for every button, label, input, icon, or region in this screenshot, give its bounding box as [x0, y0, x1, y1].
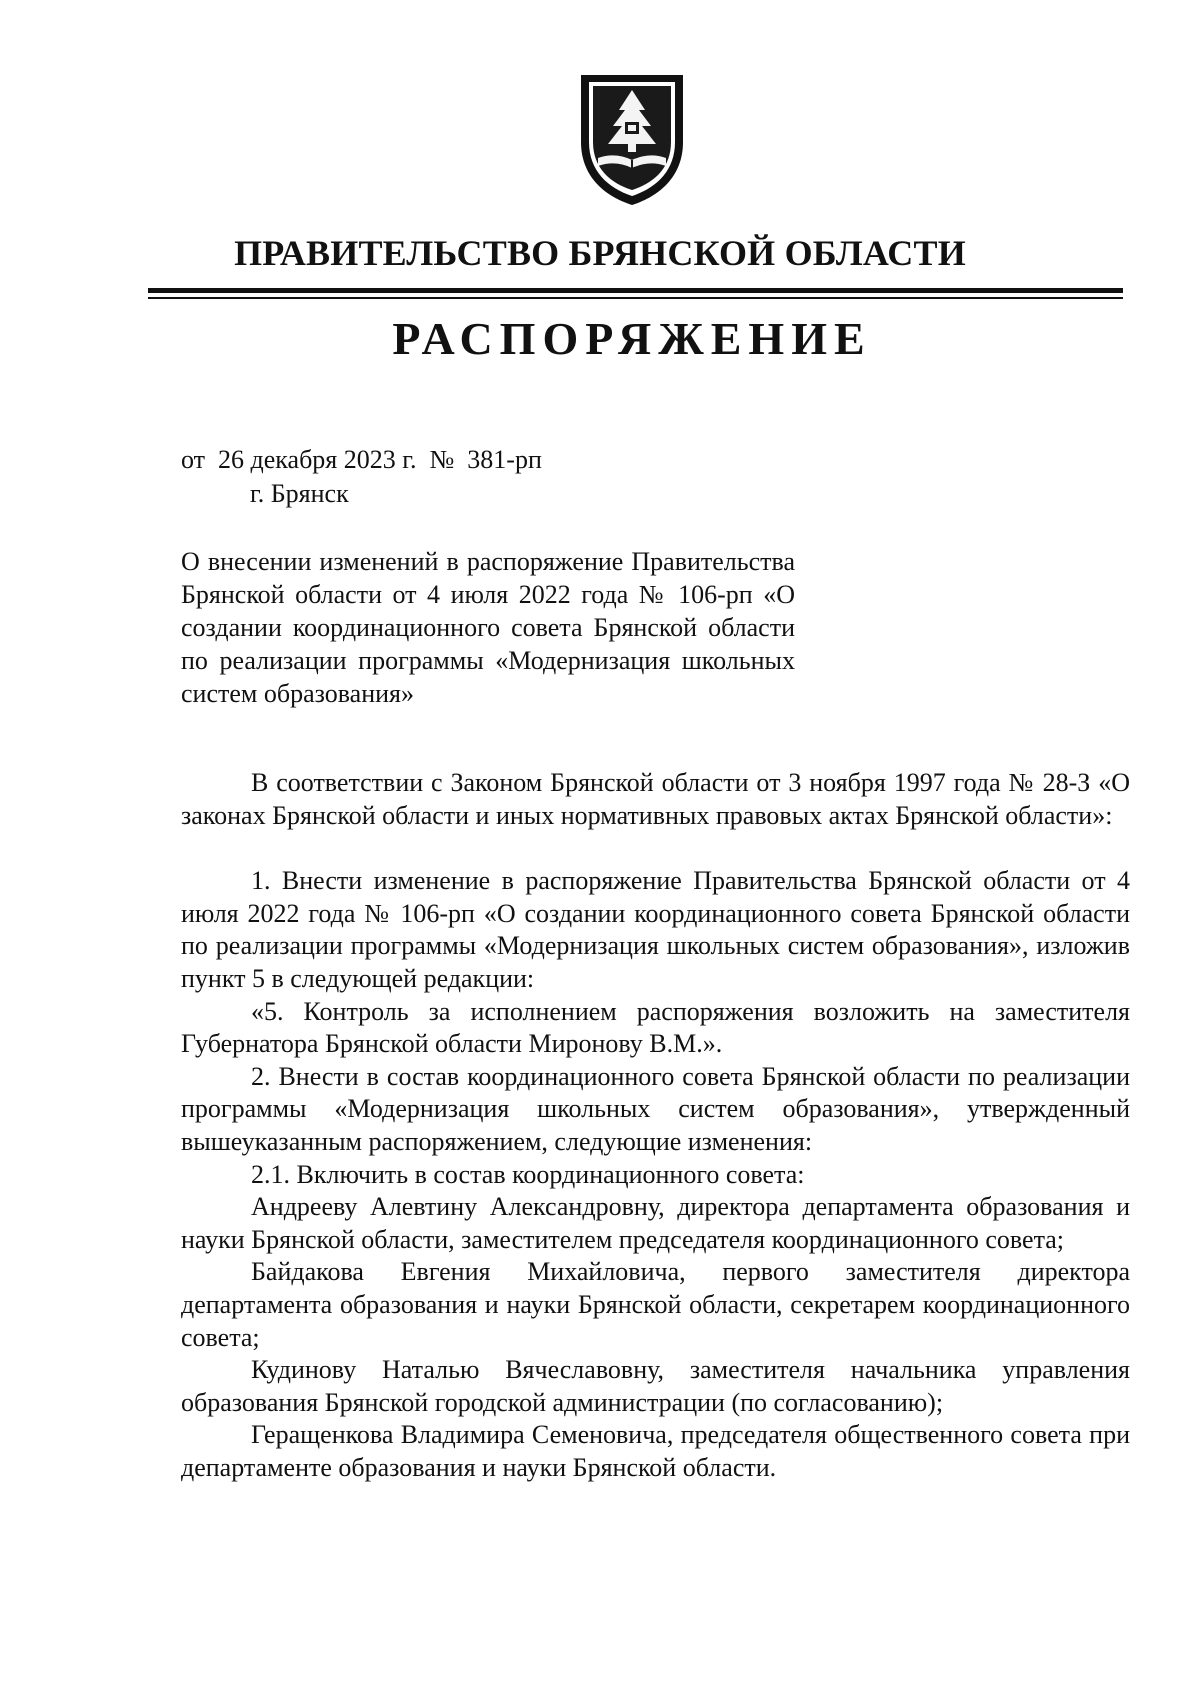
paragraph: Геращенкова Владимира Семеновича, председателя общественного совета при департаменте образования и науки Брянской области. [181, 1420, 1130, 1482]
preamble: В соответствии с Законом Брянской области от 3 ноября 1997 года № 28-З «О законах Брянской области и иных нормативных правовых актах Брянской области»: [181, 768, 1130, 830]
header-divider-thin [148, 297, 1123, 299]
paragraph: 2.1. Включить в состав координационного совета: [251, 1159, 805, 1189]
paragraph: Байдакова Евгения Михайловича, первого заместителя директора департамента образования и науки Брянской области, секретарем координационного совета; [181, 1257, 1130, 1352]
city: г. Брянск [250, 479, 349, 508]
document-subject: О внесении изменений в распоряжение Правительства Брянской области от 4 июля 2022 года № 106-рп «О создании координационного совета Брянской области по реализации программы «Модернизация школьных систем образования» [181, 547, 795, 708]
paragraph: Кудинову Наталью Вячеславовну, заместителя начальника управления образования Брянской городской администрации (по согласованию); [181, 1355, 1130, 1417]
paragraph: Андрееву Алевтину Александровну, директора департамента образования и науки Брянской области, заместителем председателя координационного совета; [181, 1192, 1130, 1254]
document-type: РАСПОРЯЖЕНИЕ [392, 313, 872, 364]
paragraph: 1. Внести изменение в распоряжение Правительства Брянской области от 4 июля 2022 года № 106-рп «О создании координационного совета Брянской области по реализации программы «Модернизация школьных систем образования», изложив пункт 5 в следующей редакции: [181, 866, 1130, 993]
document-meta [181, 443, 542, 511]
coat-of-arms-icon [578, 72, 686, 208]
document-body [181, 767, 1130, 1484]
date-number: от 26 декабря 2023 г. № 381-рп [181, 445, 542, 474]
paragraph: «5. Контроль за исполнением распоряжения возложить на заместителя Губернатора Брянской области Миронову В.М.». [181, 996, 1130, 1059]
organization-title: ПРАВИТЕЛЬСТВО БРЯНСКОЙ ОБЛАСТИ [234, 233, 966, 273]
header-divider-thick [148, 288, 1123, 293]
paragraph: 2. Внести в состав координационного совета Брянской области по реализации программы «Модернизация школьных систем образования», утвержденный вышеуказанным распоряжением, следующие изменения: [181, 1061, 1130, 1156]
